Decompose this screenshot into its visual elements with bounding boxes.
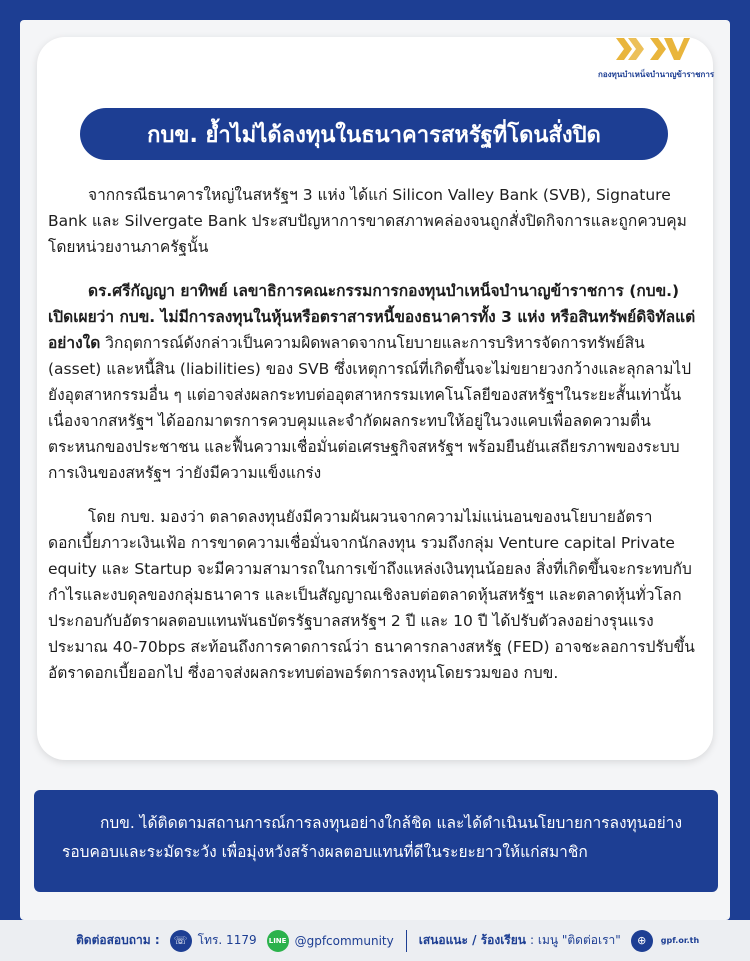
summary-text: กบข. ได้ติดตามสถานการณ์การลงทุนอย่างใกล้ชิด และได้ดำเนินนโยบายการลงทุนอย่างรอบคอบและระมัดระวัง เพื่อมุ่งหวังสร้างผลตอบแทนที่ดีในระยะยาวให้แก่สมาชิก bbox=[62, 814, 683, 861]
feedback-menu: : เมนู "ติดต่อเรา" bbox=[529, 933, 621, 947]
paragraph-outlook: โดย กบข. มองว่า ตลาดลงทุนยังมีความผันผวนจากความไม่แน่นอนของนโยบายอัตราดอกเบี้ยภาวะเงินเฟ้อ การขาดความเชื่อมั่นจากนักลงทุน รวมถึงกลุ่ม Venture capital Private equity และ Startup จะมีความสามารถในการเข้าถึงแหล่งเงินทุนน้อยลง สิ่งที่เกิดขึ้นจะกระทบกับกำไรและงบดุลของกลุ่มธนาคาร และเป็นสัญญาณเชิงลบต่อตลาดหุ้นสหรัฐฯ และตลาดหุ้นทั่วโลกประกอบกับอัตราผลตอบแทนพันธบัตรรัฐบาลสหรัฐฯ 2 ปี และ 10 ปี ได้ปรับตัวลงอย่างรุนแรงประมาณ 40-70bps สะท้อนถึงการคาดการณ์ว่า ธนาคารกลางสหรัฐ (FED) อาจชะลอการปรับขึ้นอัตราดอกเบี้ยออกไป ซึ่งอาจส่งผลกระทบต่อพอร์ตการลงทุนโดยรวมของ กบข. bbox=[48, 508, 695, 682]
globe-icon: ⊕ bbox=[631, 930, 653, 952]
phone-icon: ☏ bbox=[170, 930, 192, 952]
summary-box bbox=[34, 790, 718, 892]
website-link[interactable]: gpf.or.th bbox=[660, 936, 700, 945]
gpf-logo bbox=[598, 36, 715, 86]
feedback-label: เสนอแนะ / ร้องเรียน bbox=[418, 933, 526, 947]
contact-footer bbox=[0, 920, 750, 961]
statement-bold: ดร.ศรีกัญญา ยาทิพย์ เลขาธิการคณะกรรมการกองทุนบำเหน็จบำนาญข้าราชการ (กบข.) เปิดเผยว่า กบข. ไม่มีการลงทุนในหุ้นหรือตราสารหนี้ของธนาคารทั้ง 3 แห่ง หรือสินทรัพย์ดิจิทัลแต่อย่างใด bbox=[48, 282, 696, 352]
logo-mark-icon bbox=[614, 36, 692, 62]
paragraph-statement bbox=[48, 278, 700, 486]
phone-number[interactable]: โทร. 1179 bbox=[197, 933, 257, 947]
page-title: กบข. ย้ำไม่ได้ลงทุนในธนาคารสหรัฐที่โดนสั่งปิด bbox=[147, 122, 601, 148]
footer-divider bbox=[406, 930, 407, 952]
headline-banner bbox=[80, 108, 668, 160]
logo-org-name: กองทุนบำเหน็จบำนาญข้าราชการ bbox=[598, 70, 715, 79]
line-id[interactable]: @gpfcommunity bbox=[294, 933, 394, 948]
statement-rest: วิกฤตการณ์ดังกล่าวเป็นความผิดพลาดจากนโยบายและการบริหารจัดการทรัพย์สิน (asset) และหนี้สิน (liabilities) ของ SVB ซึ่งเหตุการณ์ที่เกิดขึ้นจะไม่ขยายวงกว้างและลุกลามไปยังอุตสาหกรรมอื่น ๆ แต่อาจส่งผลกระทบต่ออุตสาหกรรมเทคโนโลยีของสหรัฐฯในระยะสั้นเท่านั้น เนื่องจากสหรัฐฯ ได้ออกมาตรการควบคุมและจำกัดผลกระทบให้อยู่ในวงแคบเพื่อลดความตื่นตระหนกของประชาชน และฟื้นความเชื่อมั่นต่อเศรษฐกิจสหรัฐฯ พร้อมยืนยันเสถียรภาพของระบบการเงินของสหรัฐฯ ว่ายังมีความแข็งแกร่ง bbox=[48, 334, 692, 482]
contact-label: ติดต่อสอบถาม : bbox=[76, 933, 160, 947]
line-icon: LINE bbox=[267, 930, 289, 952]
article-body bbox=[48, 182, 700, 704]
paragraph-intro: จากกรณีธนาคารใหญ่ในสหรัฐฯ 3 แห่ง ได้แก่ Silicon Valley Bank (SVB), Signature Bank และ Silvergate Bank ประสบปัญหาการขาดสภาพคล่องจนถูกสั่งปิดกิจการและถูกควบคุมโดยหน่วยงานภาครัฐนั้น bbox=[48, 186, 687, 256]
